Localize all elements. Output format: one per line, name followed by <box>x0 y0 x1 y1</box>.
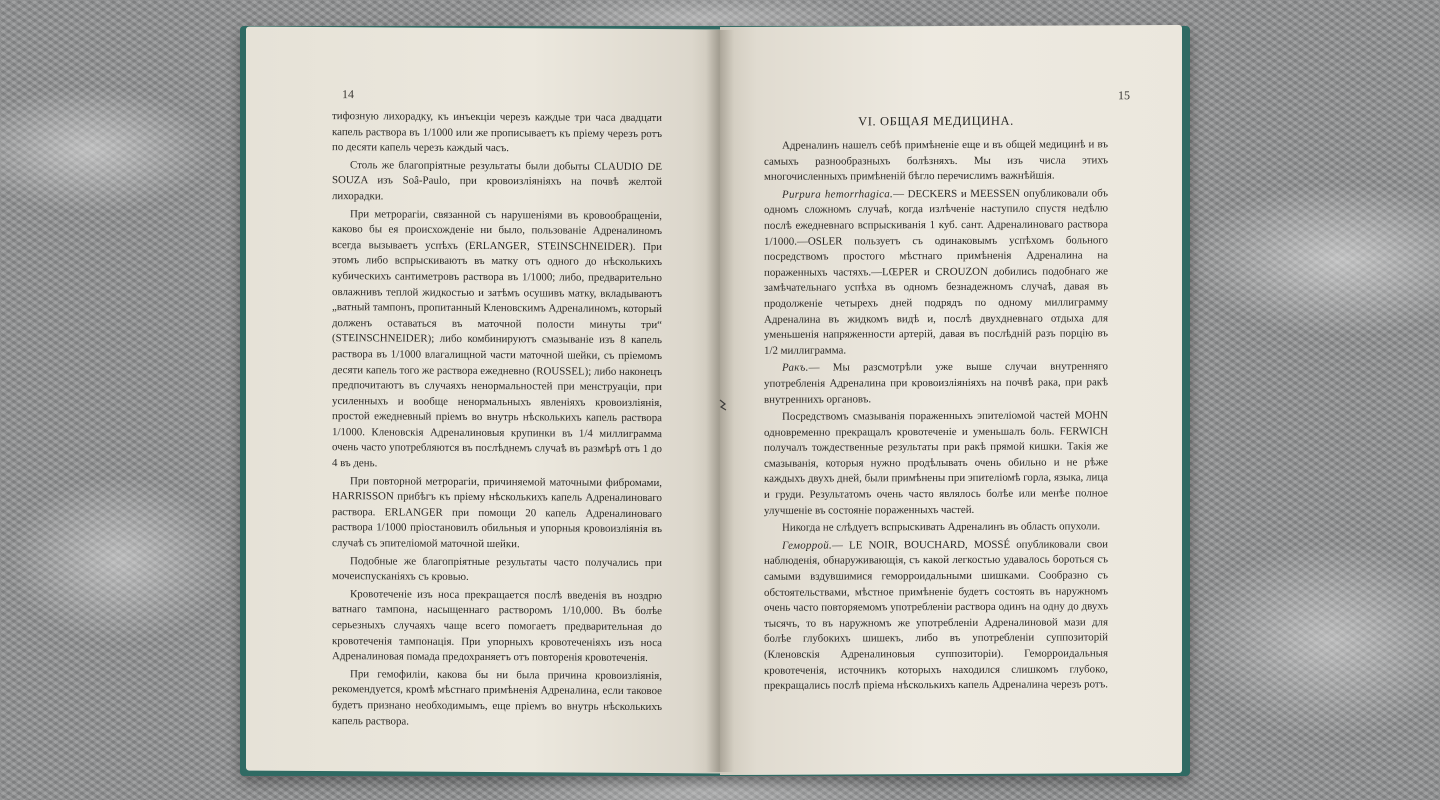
paragraph-body: — LE NOIR, BOUCHARD, MOSSÉ опубликовали свои наблюденія, обнаруживающія, съ какой легкостью удавалось бороться съ самыми вздувшимися геморроидальными шишками. Сообразно съ обстоятельствами, мѣстное примѣненіе будетъ состоять въ наружномъ очень часто повторяемомъ употребленіи раствора одинъ на одну до двухъ тысячъ, то въ наружномъ же употребленіи Адреналиновой мази для болѣе глубокихъ шишекъ, либо въ употребленіи суппозиторій (Кленовскія Адреналиновыя суппозиторіи). Геморроидальныя кровотеченія, источникъ которыхъ находился слишкомъ глубоко, прекращались послѣ пріема нѣсколькихъ капель Адреналина черезъ ротъ. <box>764 538 1109 693</box>
paragraph-lead: Ракъ. <box>782 361 809 375</box>
paragraph-body: Никогда не слѣдуетъ вспрыскивать Адреналинъ въ область опухоли. <box>782 520 1101 534</box>
paragraph: Кровотеченіе изъ носа прекращается послѣ введенія въ ноздрю ватнаго тампона, насыщеннаго растворомъ 1/10,000. Въ болѣе серьезныхъ случаяхъ чаще всего помогаетъ предварительная до кровотеченія тампонація. При упорныхъ кровотеченіяхъ изъ носа Адреналиновая помада предохраняетъ отъ повторенія кровотеченія. <box>332 588 662 665</box>
paragraph-body: Посредствомъ смазыванія пораженныхъ эпителіомой частей MOHN одновременно прекращалъ кровотеченіе и уменьшалъ боль. FERWICH получалъ тождественные результаты при ракѣ прямой кишки. Такія же смазыванія, которыя нужно продѣлывать очень обильно и не рѣже каждыхъ двухъ дней, были примѣнены при эпителіомѣ горла, языка, лица и груди. Результатомъ очень часто являлось болѣе или менѣе полное улучшеніе въ состояніе пораженныхъ частей. <box>764 409 1108 517</box>
paragraph: При гемофиліи, какова бы ни была причина кровоизліянія, рекомендуется, кромѣ мѣстнаго примѣненія Адреналина, если таковое будетъ признано необходимымъ, еще пріемъ во внутрь нѣсколькихъ капель раствора. <box>332 667 662 728</box>
paragraph: Подобные же благопріятные результаты часто получались при мочеиспусканіяхъ съ кровью. <box>332 554 662 584</box>
left-page <box>246 27 720 774</box>
section-heading: VI. ОБЩАЯ МЕДИЦИНА. <box>858 113 1014 129</box>
paragraph-body: Адреналинъ нашелъ себѣ примѣненіе еще и въ общей медицинѣ и въ самыхъ разнообразныхъ болѣзняхъ. Мы изъ числа этихъ многочисленныхъ примѣненій бѣгло перечислимъ важнѣйшія. <box>764 138 1108 184</box>
paragraph <box>764 537 1108 694</box>
paragraph-body: — Мы разсмотрѣли уже выше случаи внутренняго употребленія Адреналина при кровоизліяніяхъ на почвѣ рака, при ракѣ внутреннихъ органовъ. <box>764 360 1108 406</box>
paragraph <box>764 408 1108 519</box>
paragraph-body: — DECKERS и MEESSEN опубликовали объ одномъ сложномъ случаѣ, когда излѣченіе наступило спустя недѣлю послѣ ежедневнаго вспрыскиванія 1 куб. сант. Адреналиноваго раствора 1/1000.—OSLER пользуетъ съ одинаковымъ успѣхомъ больного посредствомъ простого мѣстнаго примѣненія Адреналина на пораженныхъ частяхъ.—LŒPER и CROUZON добились подобнаго же замѣчательнаго успѣха въ одномъ безнадежномъ случаѣ, давая въ продолженіе четырехъ дней подрядъ по одному миллиграмму Адреналина въ жидкомъ видѣ и, послѣ двухдневнаго отдыха для уменьшенія напряженности артерій, давая въ послѣдній разъ порцію въ 1/2 миллиграмма. <box>764 187 1108 357</box>
paragraph <box>764 520 1108 537</box>
right-page-text <box>764 137 1108 696</box>
paragraph: При метрорагіи, связанной съ нарушеніями въ кровообращеніи, каково бы ея происхожденіе ни было, пользованіе Адреналиномъ всегда вызываетъ успѣхъ (ERLANGER, STEINSCHNEIDER). При этомъ либо вспрыскиваютъ въ матку отъ одного до нѣсколькихъ кубическихъ сантиметровъ раствора въ 1/1000; либо, предварительно овлажнивъ теплой жидкостью и затѣмъ осушивъ матку, вкладываютъ „ватный тампонъ, пропитанный Кленовскимъ Адреналиномъ, который долженъ оставаться въ маточной полости минуты три“ (STEINSCHNEIDER); либо комбинируютъ смазываніе изъ 8 капель раствора въ 1/1000 влагалищной части маточной шейки, съ пріемомъ десяти капель того же раствора ежедневно (ROUSSEL); либо наконецъ предпочитаютъ въ случаяхъ ненормальностей при менструаціи, при усиленныхъ и вообще ненормальныхъ явленіяхъ кровоизліянія, простой ежедневный пріемъ во внутрь нѣсколькихъ капель раствора 1/1000. Кленовскія Адреналиновыя крупинки въ 1/4 миллиграмма очень часто употребляются въ послѣднемъ случаѣ въ размѣрѣ отъ 1 до 4 въ день. <box>332 207 662 470</box>
left-page-text <box>332 109 662 733</box>
paragraph: тифозную лихорадку, къ инъекціи черезъ каждые три часа двадцати капель раствора въ 1/1000 или же прописываетъ къ пріему черезъ ротъ по десяти капель черезъ каждый часъ. <box>332 110 662 155</box>
paragraph-lead: Purpura hemorrhagica. <box>782 188 894 201</box>
right-page <box>720 25 1182 775</box>
right-page-number: 15 <box>1118 88 1130 103</box>
paragraph <box>764 186 1108 359</box>
paragraph: При повторной метрорагіи, причиняемой маточными фибромами, HARRISSON прибѣгъ къ пріему нѣсколькихъ капель Адреналиноваго раствора. ERLANGER при помощи 20 капель Адреналиноваго раствора 1/1000 пріостановилъ обильныя и упорныя кровоизліянія въ случаѣ съ эпителіомой маточной шейки. <box>332 474 662 551</box>
paragraph-lead: Геморрой. <box>782 539 833 552</box>
left-page-number: 14 <box>342 87 354 102</box>
paragraph <box>764 137 1108 185</box>
paragraph: Столь же благопріятные результаты были добыты CLAUDIO DE SOUZA изъ Soâ-Paulo, при кровоизліяніяхъ на почвѣ желтой лихорадки. <box>332 158 662 203</box>
paragraph <box>764 360 1108 408</box>
